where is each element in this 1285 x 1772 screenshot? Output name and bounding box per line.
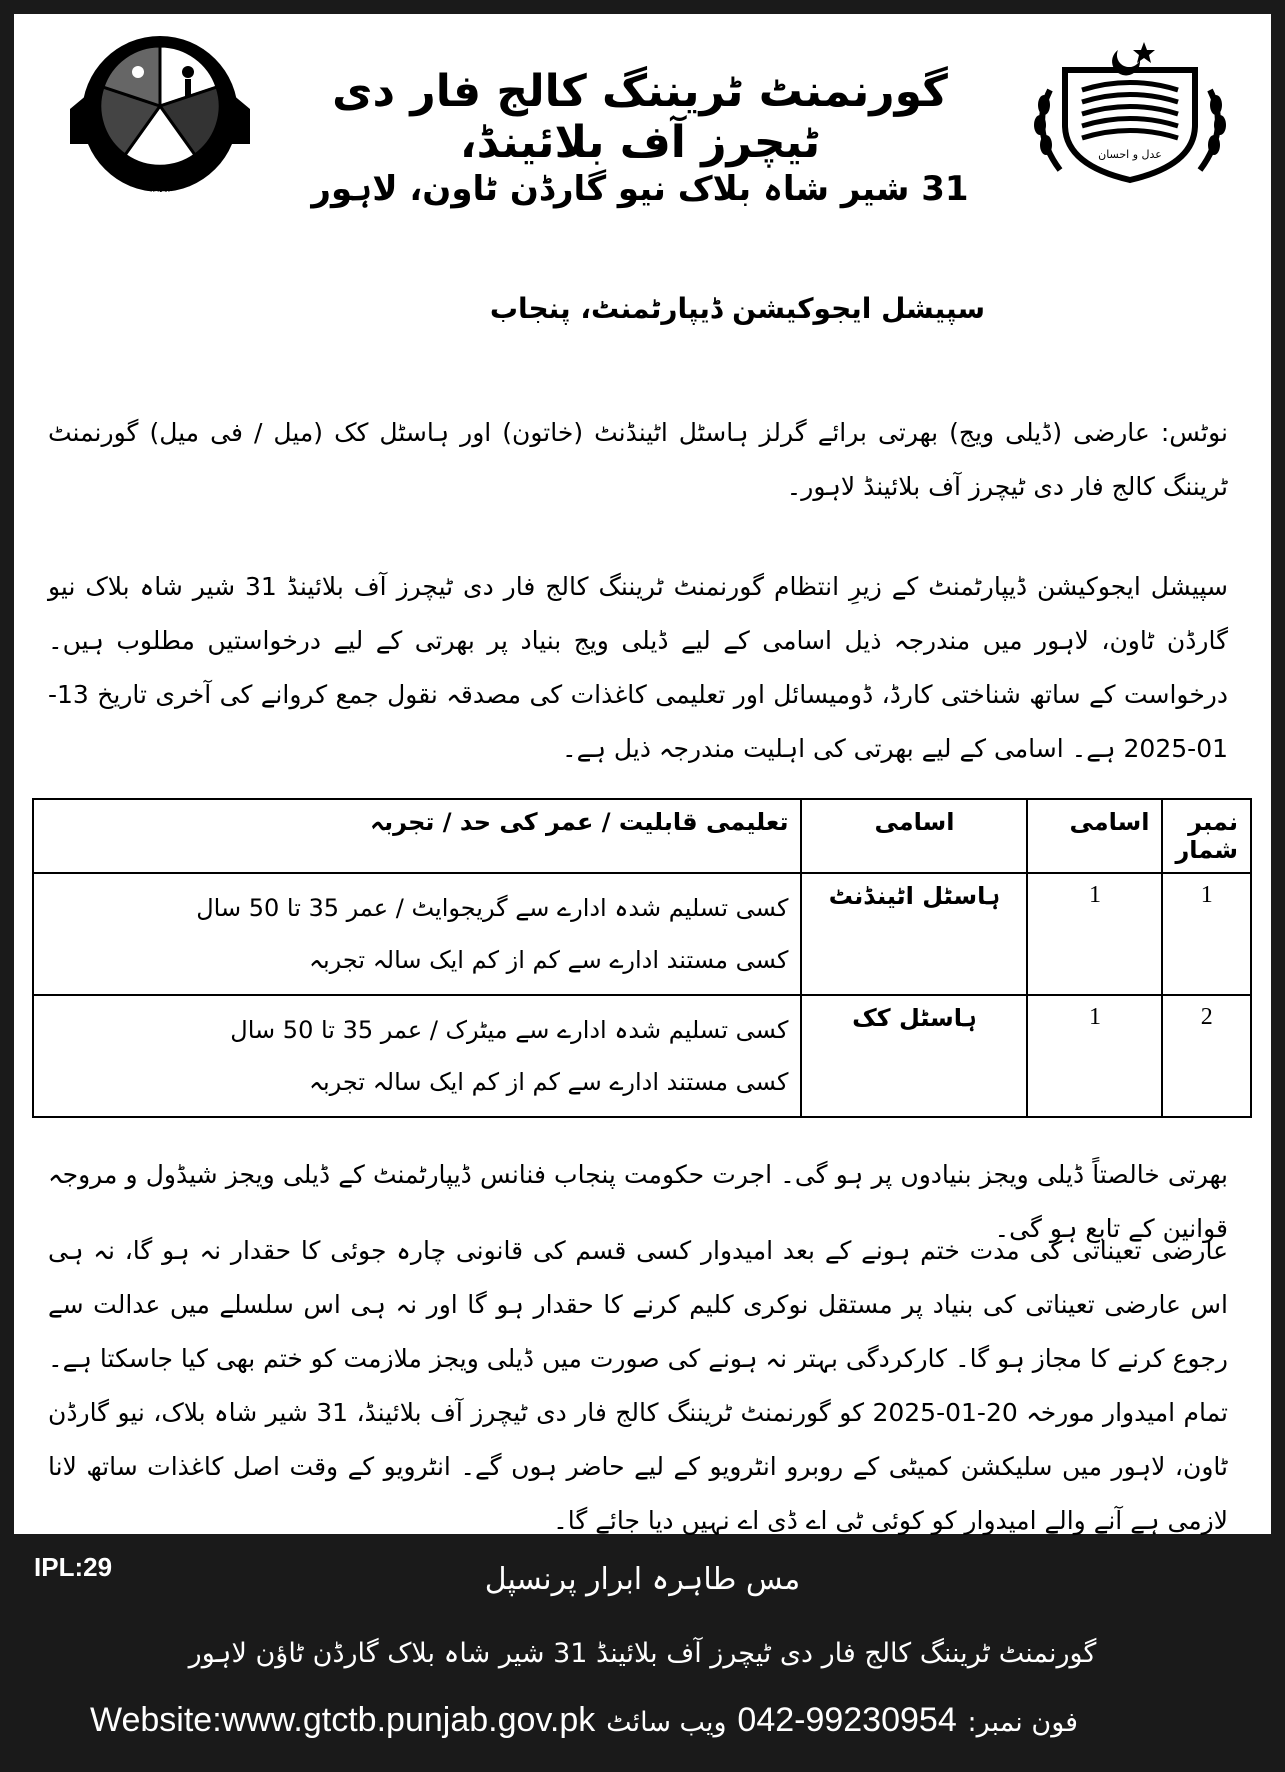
notice-paragraph: نوٹس: عارضی (ڈیلی ویج) بھرتی برائے گرلز ہاسٹل اٹینڈنٹ (خاتون) اور ہاسٹل کک (میل / فی میل) گورنمنٹ ٹریننگ کالج فار دی ٹیچرز آف بلائینڈ لاہور۔ — [48, 418, 1228, 501]
special-education-department-logo — [60, 34, 260, 214]
requirement-line: کسی مستند ادارے سے کم از کم ایک سالہ تجربہ — [308, 946, 789, 974]
website-link[interactable]: Website:www.gtctb.punjab.gov.pk — [90, 1701, 596, 1739]
vacancy-table — [32, 798, 1252, 1118]
contact-line — [90, 1700, 1240, 1740]
left-logo-caption: SPECIAL EDUCATION DEPARTMENT — [99, 190, 221, 198]
header-requirements: تعلیمی قابلیت / عمر کی حد / تجربہ — [33, 799, 801, 873]
requirement-line: کسی تسلیم شدہ ادارے سے گریجوایٹ / عمر 35 تا 50 سال — [196, 894, 789, 922]
footer-address: گورنمنٹ ٹریننگ کالج فار دی ٹیچرز آف بلائینڈ 31 شیر شاہ بلاک گارڈن ٹاؤن لاہور — [188, 1638, 1097, 1669]
college-title: گورنمنٹ ٹریننگ کالج فار دی ٹیچرز آف بلائینڈ، — [332, 66, 948, 168]
requirement-line: کسی مستند ادارے سے کم از کم ایک سالہ تجربہ — [308, 1068, 789, 1096]
punjab-government-emblem — [1020, 30, 1240, 190]
header-post: اسامی — [801, 799, 1027, 873]
requirement-line: کسی تسلیم شدہ ادارے سے میٹرک / عمر 35 تا 50 سال — [230, 1016, 789, 1044]
row-requirements — [33, 995, 801, 1117]
website-label: ویب سائٹ — [606, 1707, 727, 1738]
row-count: 1 — [1027, 995, 1162, 1117]
row-count: 1 — [1027, 873, 1162, 995]
row-requirements — [33, 873, 801, 995]
header-serial: نمبر شمار — [1162, 799, 1251, 873]
row-post: ہاسٹل اٹینڈنٹ — [801, 873, 1027, 995]
appointment-terms-paragraph: عارضی تعیناتی کی مدت ختم ہونے کے بعد امیدوار کسی قسم کی قانونی چارہ جوئی کا حقدار نہ ہو گا، نہ ہی اس عارضی تعیناتی کی بنیاد پر مستقل نوکری کلیم کرنے کا حقدار ہو گا اور نہ ہی اس سلسلے میں عدالت سے رجوع کرنے کا مجاز ہو گا۔ کارکردگی بہتر نہ ہونے کی صورت میں ڈیلی ویجز ملازمت کو ختم بھی کیا جاسکتا ہے۔ تمام امیدوار مورخہ 20-01-2025 کو گورنمنٹ ٹریننگ کالج فار دی ٹیچرز آف بلائینڈ، 31 شیر شاہ بلاک، نیو گارڈن ٹاون، لاہور میں سلیکشن کمیٹی کے روبرو انٹرویو کے لیے حاضر ہوں گے۔ انٹرویو کے وقت اصل کاغذات ساتھ لانا لازمی ہے آنے والے امیدوار کو کوئی ٹی اے ڈی اے نہیں دیا جائے گا۔ — [48, 1236, 1228, 1535]
phone-number[interactable]: 042-99230954 — [737, 1701, 957, 1739]
emblem-motto: عدل و احسان — [1098, 148, 1162, 161]
wage-terms-paragraph: بھرتی خالصتاً ڈیلی ویجز بنیادوں پر ہو گی۔ اجرت حکومت پنجاب فنانس ڈیپارٹمنٹ کے ڈیلی ویجز شیڈول و مروجہ قوانین کے تابع ہو گی۔ — [48, 1160, 1228, 1243]
header-count: اسامی — [1027, 799, 1162, 873]
row-serial: 1 — [1162, 873, 1251, 995]
table-row — [33, 873, 1251, 995]
college-address: 31 شیر شاہ بلاک نیو گارڈن ٹاون، لاہور — [311, 169, 969, 209]
table-row — [33, 995, 1251, 1117]
row-post: ہاسٹل کک — [801, 995, 1027, 1117]
row-serial: 2 — [1162, 995, 1251, 1117]
intro-paragraph: سپیشل ایجوکیشن ڈیپارٹمنٹ کے زیرِ انتظام گورنمنٹ ٹریننگ کالج فار دی ٹیچرز آف بلائینڈ 31 شیر شاہ بلاک نیو گارڈن ٹاون، لاہور میں مندرجہ ذیل اسامی کے لیے ڈیلی ویج بنیاد پر بھرتی کے لیے درخواستیں مطلوب ہیں۔ درخواست کے ساتھ شناختی کارڈ، ڈومیسائل اور تعلیمی کاغذات کی مصدقہ نقول جمع کروانے کی آخری تاریخ 13-01-2025 ہے۔ اسامی کے لیے بھرتی کی اہلیت مندرجہ ذیل ہے۔ — [48, 572, 1229, 763]
phone-label: فون نمبر: — [967, 1707, 1079, 1738]
principal-name: مس طاہرہ ابرار پرنسپل — [484, 1562, 801, 1597]
department-heading: سپیشل ایجوکیشن ڈیپارٹمنٹ، پنجاب — [489, 292, 985, 325]
table-header-row — [33, 799, 1251, 873]
ipl-code: IPL:29 — [34, 1552, 113, 1582]
